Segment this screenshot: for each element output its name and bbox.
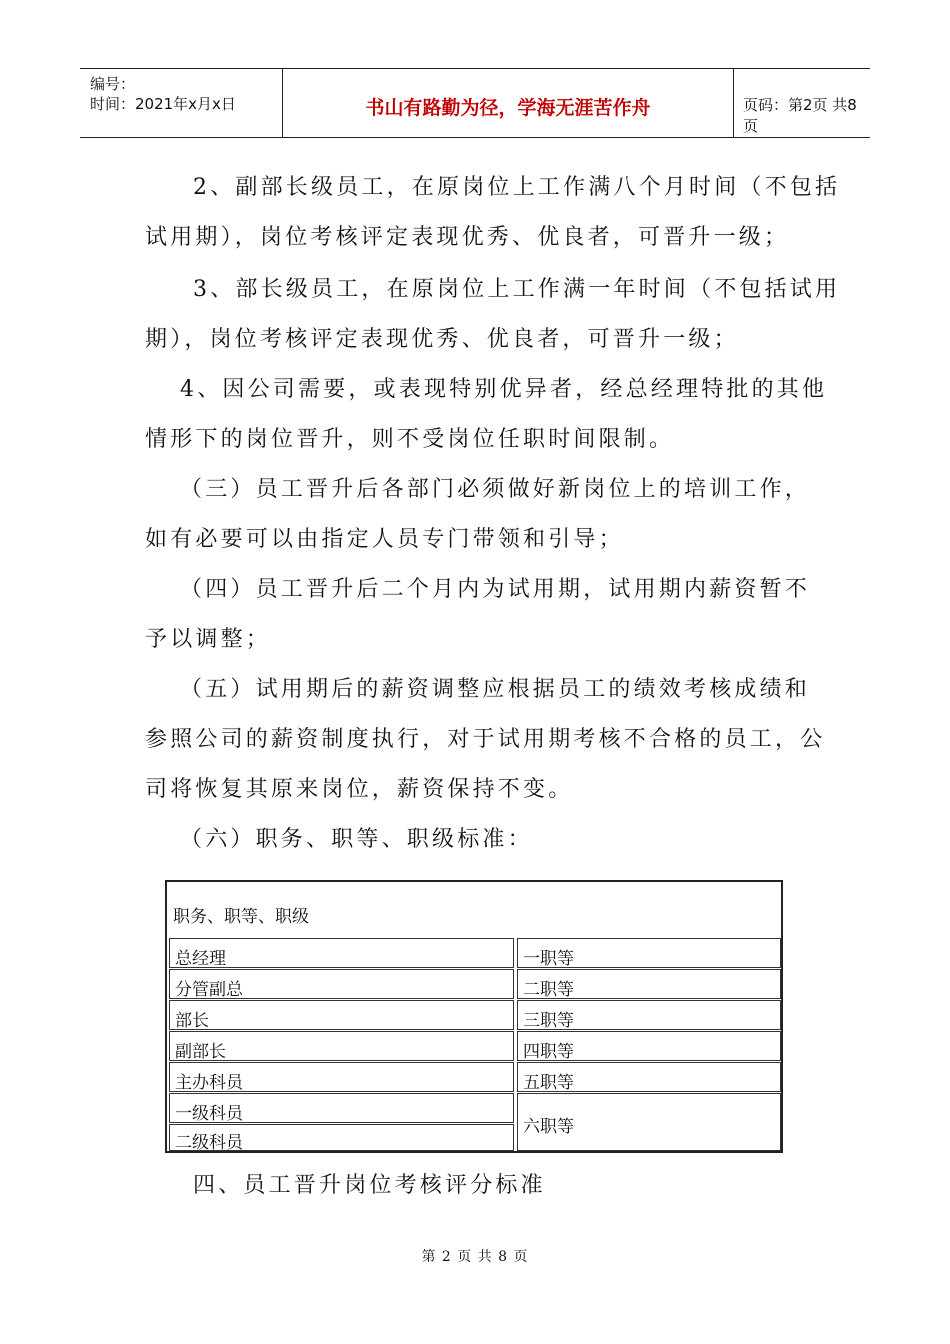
table-cell-position [169, 938, 514, 968]
cell-text: 部长 [175, 1011, 209, 1031]
cell-text: 三职等 [523, 1011, 574, 1031]
cell-text: 总经理 [175, 949, 226, 969]
cell-text: 五职等 [523, 1073, 574, 1093]
cell-text: 一级科员 [175, 1104, 243, 1124]
page-header [80, 68, 870, 138]
cell-text: 二级科员 [175, 1133, 243, 1153]
paragraph-line: 参照公司的薪资制度执行，对于试用期考核不合格的员工，公 [145, 727, 826, 752]
table-cell-grade [517, 938, 781, 968]
section-heading: 四、员工晋升岗位考核评分标准 [193, 1173, 546, 1198]
table-cell-position [169, 1124, 514, 1151]
paragraph-line: 司将恢复其原来岗位，薪资保持不变。 [145, 777, 574, 802]
paragraph-line: 3、部长级员工，在原岗位上工作满一年时间（不包括试用 [193, 277, 841, 302]
paragraph-line: 4、因公司需要，或表现特别优异者，经总经理特批的其他 [180, 377, 828, 402]
cell-text: 分管副总 [175, 980, 243, 1000]
cell-text: 六职等 [523, 1117, 574, 1137]
table-cell-position [169, 1062, 514, 1092]
page-footer: 第 2 页 共 8 页 [421, 1249, 529, 1265]
rank-grade-table [165, 880, 783, 1153]
paragraph-line: 期），岗位考核评定表现优秀、优良者，可晋升一级； [145, 327, 739, 352]
cell-text: 二职等 [523, 980, 574, 1000]
paragraph-line: 如有必要可以由指定人员专门带领和引导； [145, 527, 624, 552]
header-page-number: 页码：第2页 共8页 [743, 96, 857, 135]
paragraph-line: 予以调整； [145, 627, 272, 652]
header-motto-cell [282, 69, 734, 137]
paragraph-line: 试用期），岗位考核评定表现优秀、优良者，可晋升一级； [145, 225, 790, 250]
header-left-cell [80, 69, 282, 137]
table-cell-grade [517, 1062, 781, 1092]
header-motto: 书山有路勤为径，学海无涯苦作舟 [365, 97, 651, 119]
cell-text: 副部长 [175, 1042, 226, 1062]
table-cell-position [169, 1000, 514, 1030]
document-time-label: 时间：2021年x月x日 [90, 95, 236, 113]
paragraph-line: （六）职务、职等、职级标准： [180, 827, 533, 852]
table-cell-grade [517, 969, 781, 999]
paragraph-line: （三）员工晋升后各部门必须做好新岗位上的培训工作， [180, 477, 811, 502]
table-cell-position [169, 969, 514, 999]
table-cell-grade [517, 1000, 781, 1030]
cell-text: 四职等 [523, 1042, 574, 1062]
table-caption: 职务、职等、职级 [173, 907, 309, 927]
paragraph-line: 情形下的岗位晋升，则不受岗位任职时间限制。 [145, 427, 675, 452]
header-page-cell [733, 69, 870, 137]
cell-text: 一职等 [523, 949, 574, 969]
paragraph-line: （四）员工晋升后二个月内为试用期，试用期内薪资暂不 [180, 577, 811, 602]
paragraph-line: （五）试用期后的薪资调整应根据员工的绩效考核成绩和 [180, 677, 811, 702]
paragraph-line: 2、副部长级员工，在原岗位上工作满八个月时间（不包括 [193, 175, 841, 200]
table-cell-position [169, 1031, 514, 1061]
cell-text: 主办科员 [175, 1073, 243, 1093]
document-number-label: 编号： [90, 75, 136, 93]
table-cell-grade [517, 1031, 781, 1061]
table-cell-position [169, 1093, 514, 1123]
table-cell-grade-merged [517, 1093, 781, 1151]
